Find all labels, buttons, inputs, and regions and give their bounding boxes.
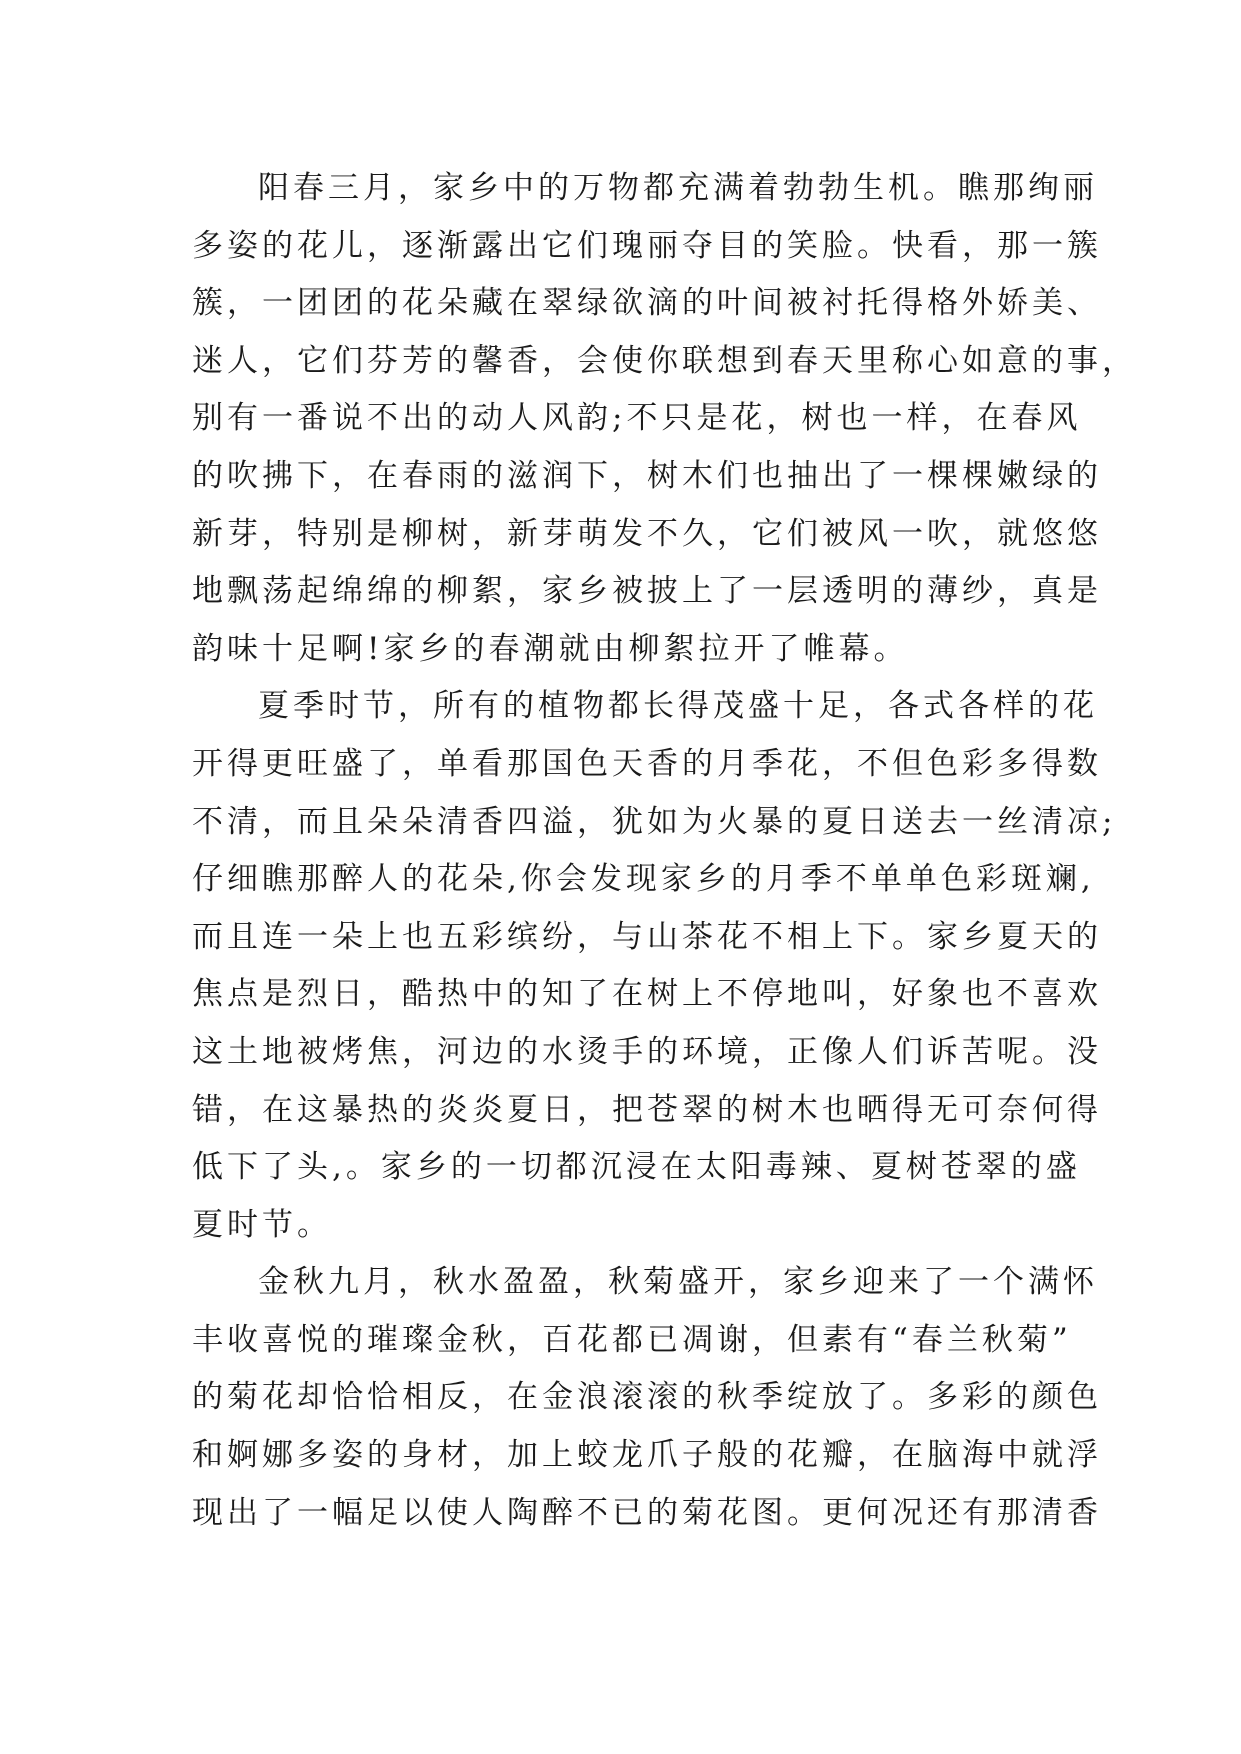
text-line: 的菊花却恰恰相反，在金浪滚滚的秋季绽放了。多彩的颜色 <box>192 1379 1102 1416</box>
text-line: 的吹拂下，在春雨的滋润下，树木们也抽出了一棵棵嫩绿的 <box>192 457 1102 494</box>
text-line: 地飘荡起绵绵的柳絮，家乡被披上了一层透明的薄纱，真是 <box>192 573 1102 610</box>
text-line: 多姿的花儿，逐渐露出它们瑰丽夺目的笑脸。快看，那一簇 <box>192 227 1102 264</box>
text-line: 新芽，特别是柳树，新芽萌发不久，它们被风一吹，就悠悠 <box>192 515 1102 552</box>
text-line: 仔细瞧那醉人的花朵,你会发现家乡的月季不单单色彩斑斓, <box>192 861 1095 898</box>
text-line: 簇，一团团的花朵藏在翠绿欲滴的叶间被衬托得格外娇美、 <box>192 285 1102 322</box>
text-line: 低下了头,。家乡的一切都沉浸在太阳毒辣、夏树苍翠的盛 <box>192 1149 1081 1186</box>
text-line: 韵味十足啊!家乡的春潮就由柳絮拉开了帷幕。 <box>192 630 909 667</box>
text-line: 这土地被烤焦，河边的水烫手的环境，正像人们诉苦呢。没 <box>192 1033 1102 1070</box>
text-line: 金秋九月，秋水盈盈，秋菊盛开，家乡迎来了一个满怀 <box>258 1264 1098 1301</box>
text-line: 丰收喜悦的璀璨金秋，百花都已凋谢，但素有“春兰秋菊” <box>192 1321 1072 1358</box>
text-line: 和婀娜多姿的身材，加上蛟龙爪子般的花瓣，在脑海中就浮 <box>192 1437 1102 1474</box>
text-line: 开得更旺盛了，单看那国色天香的月季花，不但色彩多得数 <box>192 745 1102 782</box>
text-line: 而且连一朵上也五彩缤纷，与山茶花不相上下。家乡夏天的 <box>192 918 1102 955</box>
text-line: 夏时节。 <box>192 1206 332 1243</box>
text-line: 夏季时节，所有的植物都长得茂盛十足，各式各样的花 <box>258 688 1098 725</box>
text-line: 不清，而且朵朵清香四溢，犹如为火暴的夏日送去一丝清凉; <box>192 803 1117 840</box>
text-line: 错，在这暴热的炎炎夏日，把苍翠的树木也晒得无可奈何得 <box>192 1091 1102 1128</box>
text-line: 阳春三月，家乡中的万物都充满着勃勃生机。瞧那绚丽 <box>258 170 1098 206</box>
body-text <box>192 160 1137 1542</box>
text-line: 别有一番说不出的动人风韵;不只是花，树也一样，在春风 <box>192 400 1082 437</box>
text-line: 现出了一幅足以使人陶醉不已的菊花图。更何况还有那清香 <box>192 1494 1102 1531</box>
text-line: 焦点是烈日，酷热中的知了在树上不停地叫，好象也不喜欢 <box>192 976 1102 1013</box>
text-line: 迷人，它们芬芳的馨香，会使你联想到春天里称心如意的事， <box>192 342 1137 379</box>
